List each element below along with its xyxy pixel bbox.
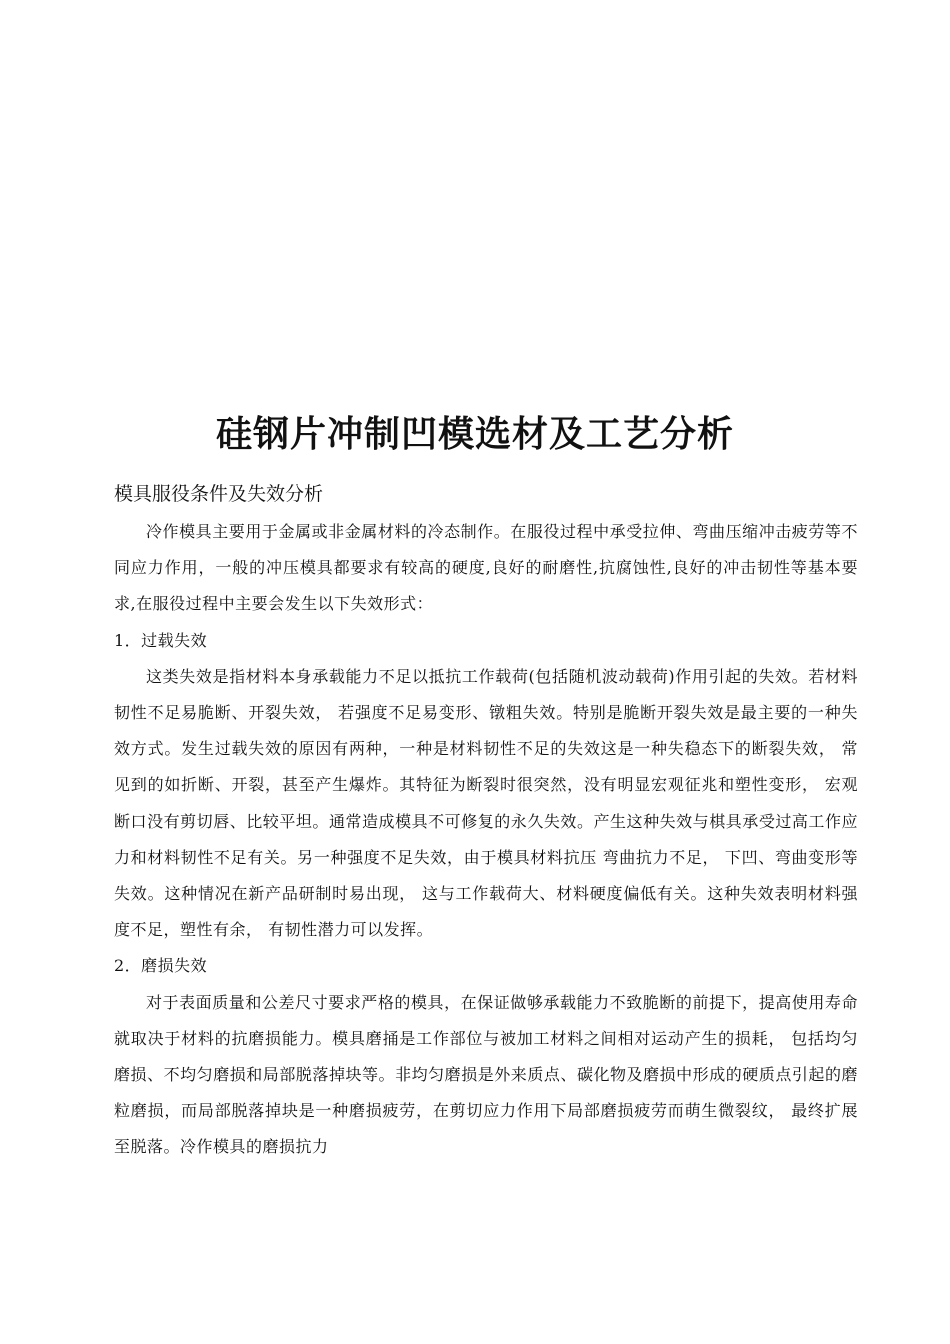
item1-heading: 1．过载失效 bbox=[114, 630, 208, 650]
document-body bbox=[114, 514, 858, 1166]
item2-paragraph: 对于表面质量和公差尺寸要求严格的模具，在保证做够承载能力不致脆断的前提下，提高使用寿命就取决于材料的抗磨损能力。模具磨捅是工作部位与被加工材料之间相对运动产生的损耗， 包括均匀磨损、不均匀磨损和局部脱落掉块等。非均匀磨损是外来质点、碳化物及磨损中形成的硬质点引起的磨粒磨损，而局部脱落掉块是一种磨损疲劳，在剪切应力作用下局部磨损疲劳而萌生微裂纹， 最终扩展至脱落。冷作模具的磨损抗力 bbox=[114, 992, 858, 1157]
item1-paragraph: 这类失效是指材料本身承载能力不足以抵抗工作载荷(包括随机波动载荷)作用引起的失效。若材料韧性不足易脆断、开裂失效， 若强度不足易变形、镦粗失效。特别是脆断开裂失效是最主要的一种失效方式。发生过载失效的原因有两种，一种是材料韧性不足的失效这是一种失稳态下的断裂失效， 常见到的如折断、开裂，甚至产生爆炸。其特征为断裂时很突然，没有明显宏观征兆和塑性变形， 宏观断口没有剪切唇、比较平坦。通常造成模具不可修复的永久失效。产生这种失效与棋具承受过高工作应力和材料韧性不足有关。另一种强度不足失效，由于模具材料抗压 弯曲抗力不足， 下凹、弯曲变形等失效。这种情况在新产品研制时易出现， 这与工作载荷大、材料硬度偏低有关。这种失效表明材料强度不足，塑性有余， 有韧性潜力可以发挥。 bbox=[114, 666, 858, 940]
intro-paragraph: 冷作模具主要用于金属或非金属材料的冷态制作。在服役过程中承受拉伸、弯曲压缩冲击疲劳等不同应力作用，一般的冲压模具都要求有较高的硬度,良好的耐磨性,抗腐蚀性,良好的冲击韧性等基本要求,在服役过程中主要会发生以下失效形式： bbox=[114, 522, 858, 614]
document-title: 硅钢片冲制凹模选材及工艺分析 bbox=[215, 414, 734, 455]
section-heading: 模具服役条件及失效分析 bbox=[114, 483, 324, 505]
item2-heading: 2．磨损失效 bbox=[114, 956, 208, 976]
